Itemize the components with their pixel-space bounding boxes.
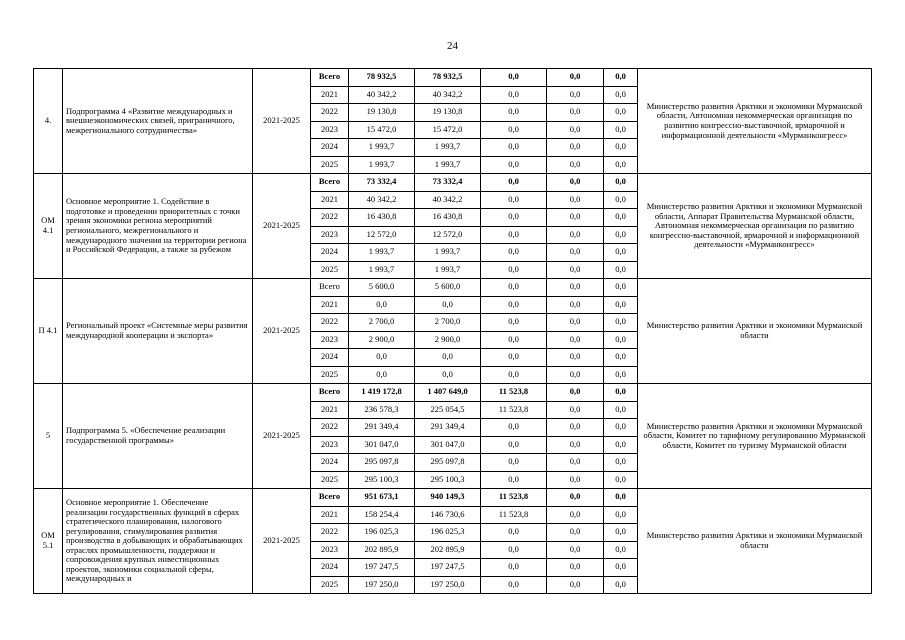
value-cell: 0,0	[481, 174, 547, 192]
year-cell: 2024	[311, 244, 349, 262]
value-cell: 0,0	[481, 244, 547, 262]
value-cell: 0,0	[481, 296, 547, 314]
value-cell: 0,0	[481, 524, 547, 542]
value-cell: 0,0	[481, 86, 547, 104]
value-cell: 73 332,4	[415, 174, 481, 192]
row-number: П 4.1	[34, 279, 63, 384]
year-cell: 2024	[311, 454, 349, 472]
year-cell: 2023	[311, 436, 349, 454]
value-cell: 295 097,8	[349, 454, 415, 472]
value-cell: 1 993,7	[349, 261, 415, 279]
table-row	[34, 489, 872, 507]
value-cell: 0,0	[547, 121, 604, 139]
year-cell: 2024	[311, 139, 349, 157]
year-cell: 2025	[311, 471, 349, 489]
value-cell: 78 932,5	[349, 69, 415, 87]
value-cell: 0,0	[604, 279, 638, 297]
value-cell: 15 472,0	[349, 121, 415, 139]
row-period: 2021-2025	[253, 489, 311, 594]
value-cell: 0,0	[481, 104, 547, 122]
year-cell: 2022	[311, 419, 349, 437]
value-cell: 940 149,3	[415, 489, 481, 507]
value-cell: 0,0	[604, 104, 638, 122]
year-cell: 2025	[311, 261, 349, 279]
value-cell: 0,0	[547, 314, 604, 332]
row-executor: Министерство развития Арктики и экономики Мурманской области, Аппарат Правительства Мурманской области, Автономная некоммерческая организация по развитию конгрессно-выставочной, ярмарочной и информационной деятельности «Мурманконгресс»	[638, 174, 872, 279]
value-cell: 15 472,0	[415, 121, 481, 139]
year-cell: 2021	[311, 86, 349, 104]
value-cell: 1 419 172,8	[349, 384, 415, 402]
value-cell: 0,0	[547, 191, 604, 209]
row-executor: Министерство развития Арктики и экономики Мурманской области	[638, 279, 872, 384]
value-cell: 0,0	[604, 86, 638, 104]
value-cell: 0,0	[481, 471, 547, 489]
value-cell: 0,0	[481, 436, 547, 454]
value-cell: 0,0	[547, 331, 604, 349]
row-name: Основное мероприятие 1. Содействие в подготовке и проведении приоритетных с точки зрения экономики региона мероприятий регионального, межрегионального и международного значения на территории региона и Российской Федерации, а также за рубежом	[63, 174, 253, 279]
value-cell: 40 342,2	[415, 86, 481, 104]
value-cell: 0,0	[547, 209, 604, 227]
value-cell: 1 993,7	[415, 261, 481, 279]
row-period: 2021-2025	[253, 174, 311, 279]
value-cell: 1 993,7	[415, 139, 481, 157]
value-cell: 225 054,5	[415, 401, 481, 419]
year-cell: Всего	[311, 489, 349, 507]
value-cell: 2 700,0	[349, 314, 415, 332]
value-cell: 0,0	[481, 121, 547, 139]
value-cell: 0,0	[604, 506, 638, 524]
value-cell: 0,0	[604, 559, 638, 577]
row-name: Основное мероприятие 1. Обеспечение реализации государственных функций в сферах стратегического планирования, налогового регулирования, стимулирования развития производства в добывающих и обрабатывающих отраслях промышленности, поддержки и сопровождения крупных инвестиционных проектов, экономики социальной сферы, международных и	[63, 489, 253, 594]
value-cell: 0,0	[481, 226, 547, 244]
value-cell: 197 250,0	[415, 576, 481, 594]
row-name: Подпрограмма 5. «Обеспечение реализации государственной программы»	[63, 384, 253, 489]
value-cell: 0,0	[604, 296, 638, 314]
year-cell: 2021	[311, 401, 349, 419]
row-period: 2021-2025	[253, 384, 311, 489]
year-cell: 2023	[311, 226, 349, 244]
value-cell: 1 993,7	[415, 156, 481, 174]
value-cell: 0,0	[604, 174, 638, 192]
value-cell: 0,0	[547, 506, 604, 524]
value-cell: 0,0	[604, 261, 638, 279]
value-cell: 0,0	[547, 559, 604, 577]
value-cell: 0,0	[547, 401, 604, 419]
value-cell: 19 130,8	[415, 104, 481, 122]
value-cell: 0,0	[481, 279, 547, 297]
value-cell: 78 932,5	[415, 69, 481, 87]
year-cell: 2022	[311, 314, 349, 332]
value-cell: 0,0	[604, 226, 638, 244]
value-cell: 0,0	[547, 454, 604, 472]
year-cell: 2021	[311, 191, 349, 209]
row-period: 2021-2025	[253, 279, 311, 384]
value-cell: 0,0	[547, 226, 604, 244]
value-cell: 0,0	[481, 314, 547, 332]
value-cell: 16 430,8	[349, 209, 415, 227]
value-cell: 0,0	[481, 349, 547, 367]
value-cell: 158 254,4	[349, 506, 415, 524]
value-cell: 295 100,3	[415, 471, 481, 489]
value-cell: 40 342,2	[415, 191, 481, 209]
value-cell: 0,0	[547, 296, 604, 314]
value-cell: 0,0	[415, 296, 481, 314]
value-cell: 40 342,2	[349, 86, 415, 104]
year-cell: 2024	[311, 559, 349, 577]
year-cell: 2024	[311, 349, 349, 367]
value-cell: 73 332,4	[349, 174, 415, 192]
value-cell: 202 895,9	[415, 541, 481, 559]
year-cell: 2025	[311, 366, 349, 384]
value-cell: 0,0	[604, 489, 638, 507]
value-cell: 291 349,4	[349, 419, 415, 437]
value-cell: 0,0	[547, 489, 604, 507]
value-cell: 0,0	[415, 366, 481, 384]
value-cell: 2 900,0	[415, 331, 481, 349]
value-cell: 295 097,8	[415, 454, 481, 472]
value-cell: 0,0	[604, 191, 638, 209]
value-cell: 0,0	[481, 261, 547, 279]
value-cell: 0,0	[604, 69, 638, 87]
value-cell: 0,0	[547, 139, 604, 157]
value-cell: 5 600,0	[349, 279, 415, 297]
value-cell: 0,0	[547, 69, 604, 87]
year-cell: 2023	[311, 121, 349, 139]
value-cell: 0,0	[349, 366, 415, 384]
value-cell: 0,0	[604, 139, 638, 157]
value-cell: 146 730,6	[415, 506, 481, 524]
year-cell: Всего	[311, 174, 349, 192]
value-cell: 0,0	[547, 156, 604, 174]
budget-table	[33, 68, 872, 594]
value-cell: 0,0	[481, 541, 547, 559]
value-cell: 40 342,2	[349, 191, 415, 209]
year-cell: 2025	[311, 156, 349, 174]
value-cell: 0,0	[604, 419, 638, 437]
value-cell: 0,0	[547, 524, 604, 542]
value-cell: 12 572,0	[415, 226, 481, 244]
table-row	[34, 174, 872, 192]
value-cell: 0,0	[415, 349, 481, 367]
value-cell: 291 349,4	[415, 419, 481, 437]
value-cell: 5 600,0	[415, 279, 481, 297]
value-cell: 0,0	[547, 104, 604, 122]
value-cell: 11 523,8	[481, 384, 547, 402]
table-row	[34, 279, 872, 297]
row-name: Подпрограмма 4 «Развитие международных и внешнеэкономических связей, приграничного, межрегионального сотрудничества»	[63, 69, 253, 174]
value-cell: 197 247,5	[349, 559, 415, 577]
year-cell: 2023	[311, 331, 349, 349]
year-cell: 2025	[311, 576, 349, 594]
value-cell: 0,0	[604, 541, 638, 559]
value-cell: 11 523,8	[481, 506, 547, 524]
year-cell: Всего	[311, 279, 349, 297]
row-period: 2021-2025	[253, 69, 311, 174]
value-cell: 0,0	[604, 384, 638, 402]
row-executor: Министерство развития Арктики и экономики Мурманской области, Комитет по тарифному регулированию Мурманской области, Комитет по туризму Мурманской области	[638, 384, 872, 489]
value-cell: 301 047,0	[415, 436, 481, 454]
value-cell: 0,0	[481, 454, 547, 472]
value-cell: 0,0	[604, 244, 638, 262]
row-number: 4.	[34, 69, 63, 174]
value-cell: 0,0	[547, 419, 604, 437]
row-name: Региональный проект «Системные меры развития международной кооперации и экспорта»	[63, 279, 253, 384]
value-cell: 0,0	[481, 209, 547, 227]
value-cell: 19 130,8	[349, 104, 415, 122]
value-cell: 0,0	[547, 86, 604, 104]
value-cell: 0,0	[349, 296, 415, 314]
value-cell: 0,0	[547, 436, 604, 454]
value-cell: 197 247,5	[415, 559, 481, 577]
value-cell: 12 572,0	[349, 226, 415, 244]
value-cell: 0,0	[547, 576, 604, 594]
value-cell: 1 993,7	[415, 244, 481, 262]
value-cell: 951 673,1	[349, 489, 415, 507]
value-cell: 0,0	[547, 174, 604, 192]
value-cell: 236 578,3	[349, 401, 415, 419]
value-cell: 0,0	[604, 436, 638, 454]
value-cell: 197 250,0	[349, 576, 415, 594]
value-cell: 0,0	[481, 576, 547, 594]
value-cell: 0,0	[349, 349, 415, 367]
year-cell: 2023	[311, 541, 349, 559]
value-cell: 0,0	[604, 471, 638, 489]
table-body	[34, 69, 872, 594]
value-cell: 0,0	[604, 156, 638, 174]
value-cell: 0,0	[604, 454, 638, 472]
year-cell: 2022	[311, 104, 349, 122]
value-cell: 16 430,8	[415, 209, 481, 227]
year-cell: 2021	[311, 506, 349, 524]
value-cell: 1 993,7	[349, 244, 415, 262]
value-cell: 0,0	[604, 331, 638, 349]
year-cell: Всего	[311, 384, 349, 402]
value-cell: 11 523,8	[481, 401, 547, 419]
row-number: ОМ 5.1	[34, 489, 63, 594]
page-number: 24	[447, 40, 458, 52]
value-cell: 0,0	[481, 559, 547, 577]
value-cell: 0,0	[604, 576, 638, 594]
value-cell: 0,0	[547, 541, 604, 559]
value-cell: 295 100,3	[349, 471, 415, 489]
value-cell: 0,0	[547, 261, 604, 279]
value-cell: 0,0	[547, 349, 604, 367]
value-cell: 202 895,9	[349, 541, 415, 559]
value-cell: 0,0	[604, 209, 638, 227]
value-cell: 1 993,7	[349, 139, 415, 157]
value-cell: 11 523,8	[481, 489, 547, 507]
value-cell: 0,0	[547, 384, 604, 402]
value-cell: 0,0	[547, 244, 604, 262]
value-cell: 0,0	[604, 366, 638, 384]
value-cell: 196 025,3	[349, 524, 415, 542]
value-cell: 196 025,3	[415, 524, 481, 542]
value-cell: 0,0	[481, 419, 547, 437]
value-cell: 1 993,7	[349, 156, 415, 174]
row-number: ОМ 4.1	[34, 174, 63, 279]
value-cell: 1 407 649,0	[415, 384, 481, 402]
value-cell: 0,0	[481, 366, 547, 384]
value-cell: 0,0	[604, 349, 638, 367]
table-row	[34, 69, 872, 87]
value-cell: 0,0	[604, 524, 638, 542]
value-cell: 0,0	[547, 471, 604, 489]
year-cell: 2022	[311, 209, 349, 227]
year-cell: 2022	[311, 524, 349, 542]
year-cell: 2021	[311, 296, 349, 314]
value-cell: 0,0	[547, 366, 604, 384]
value-cell: 0,0	[604, 121, 638, 139]
value-cell: 0,0	[481, 156, 547, 174]
value-cell: 0,0	[604, 314, 638, 332]
value-cell: 2 900,0	[349, 331, 415, 349]
row-executor: Министерство развития Арктики и экономики Мурманской области	[638, 489, 872, 594]
row-number: 5	[34, 384, 63, 489]
value-cell: 0,0	[481, 191, 547, 209]
value-cell: 301 047,0	[349, 436, 415, 454]
table-row	[34, 384, 872, 402]
value-cell: 0,0	[547, 279, 604, 297]
value-cell: 0,0	[481, 139, 547, 157]
value-cell: 0,0	[481, 69, 547, 87]
value-cell: 0,0	[481, 331, 547, 349]
value-cell: 0,0	[604, 401, 638, 419]
row-executor: Министерство развития Арктики и экономики Мурманской области, Автономная некоммерческая организация по развитию конгрессно-выставочной, ярмарочной и информационной деятельности «Мурманконгресс»	[638, 69, 872, 174]
value-cell: 2 700,0	[415, 314, 481, 332]
year-cell: Всего	[311, 69, 349, 87]
